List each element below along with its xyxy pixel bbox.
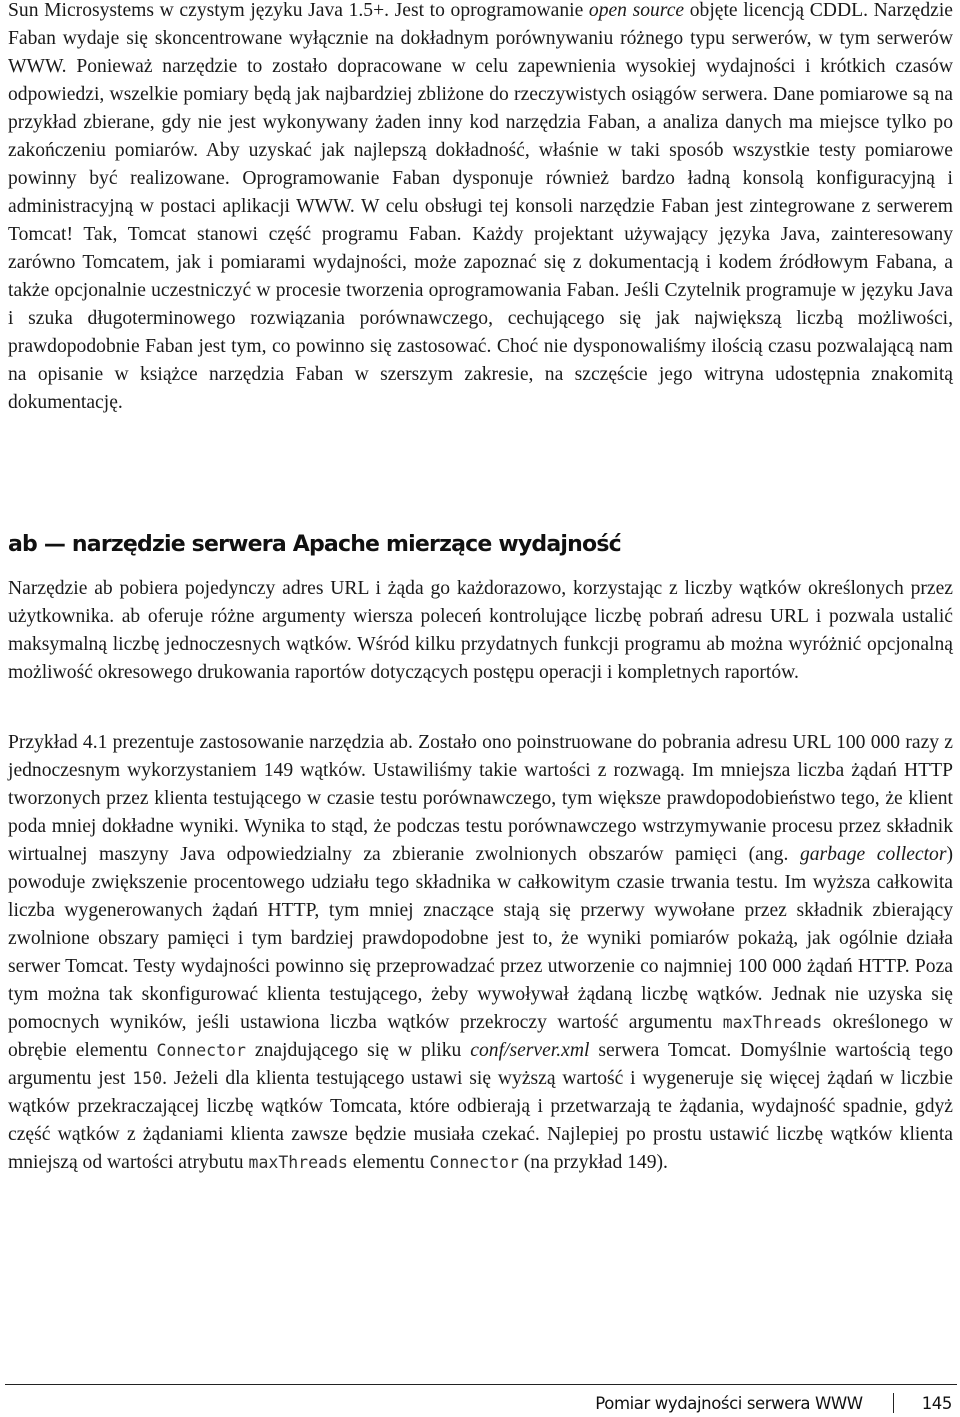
code-connector: Connector [156, 1041, 246, 1060]
text-span: serwera Tomcat. Domyślnie wartością tego argumentu jest [8, 1040, 953, 1089]
file-path: conf/server.xml [470, 1040, 590, 1061]
italic-term: garbage collector [799, 844, 947, 865]
code-maxthreads: maxThreads [722, 1013, 823, 1032]
page-number: 145 [921, 1393, 952, 1413]
text-span: Sun Microsystems w czystym języku Java 1.5+. Jest to oprogramowanie [8, 0, 589, 21]
text-span: znajdującego się w pliku [245, 1040, 471, 1061]
running-title: Pomiar wydajności serwera WWW [595, 1393, 863, 1413]
text-span: określonego w obrębie elementu [8, 1012, 953, 1061]
code-default-value: 150 [132, 1069, 163, 1088]
italic-term: open source [588, 0, 685, 21]
page-footer [595, 1390, 952, 1416]
paragraph-ab-example [8, 729, 953, 1177]
code-connector: Connector [429, 1153, 519, 1172]
text-span: elementu [347, 1152, 430, 1173]
text-span: . Jeżeli dla klienta testującego ustawi się wyższą wartość i wygeneruje się więcej żądań w liczbie wątków przekraczającej liczbę wątków Tomcata, które odbierają i przetwarzają te żądania, wydajność spadnie, gdyż część wątków z żądaniami klienta zawsze będzie musiała czekać. Najlepiej po prostu ustawić liczbę wątków klienta mniejszą od wartości atrybutu [8, 1068, 953, 1173]
text-span: objęte licencją CDDL. Narzędzie Faban wydaje się skoncentrowane wyłącznie na dokładnym porównywaniu różnego typu serwerów, w tym serwerów WWW. Ponieważ narzędzie to zostało dopracowane w celu zapewnienia wysokiej wydajności i krótkich czasów odpowiedzi, wszelkie pomiary będą jak najbardziej zbliżone do rzeczywistych osiągów serwera. Dane pomiarowe są na przykład zbierane, gdy nie jest wykonywany żaden inny kod narzędzia Faban, a analiza danych ma miejsce tylko po zakończeniu pomiarów. Aby uzyskać jak najlepszą dokładność, właśnie w taki sposób wszystkie testy pomiarowe powinny być realizowane. Oprogramowanie Faban dysponuje również bardzo ładną konsolą konfiguracyjną i administracyjną w postaci aplikacji WWW. W celu obsługi tej konsoli narzędzie Faban jest zintegrowane z serwerem Tomcat! Tak, Tomcat stanowi część programu Faban. Każdy projektant używający języka Java, zainteresowany zarówno Tomcatem, jak i pomiarami wydajności, może zapoznać się z dokumentacją i kodem źródłowym Fabana, a także opcjonalnie uczestniczyć w procesie tworzenia oprogramowania Faban. Jeśli Czytelnik programuje w języku Java i szuka długoterminowego rozwiązania porównawczego, cechującego się jak największą liczbą możliwości, prawdopodobnie Faban jest tym, co powinno się zastosować. Choć nie dysponowaliśmy ilością czasu pozwalającą nam na opisanie w książce narzędzia Faban w szerszym zakresie, na szczęście jego witryna udostępnia znakomitą dokumentację. [8, 0, 953, 413]
text-span: (na przykład 149). [518, 1152, 668, 1173]
paragraph-faban [8, 0, 953, 417]
paragraph-ab-intro: Narzędzie ab pobiera pojedynczy adres URL i żąda go każdorazowo, korzystając z liczby wątków określonych przez użytkownika. ab oferuje różne argumenty wiersza poleceń kontrolujące liczbę pobrań adresu URL i pozwala ustalić maksymalną liczbę jednoczesnych wątków. Wśród kilku przydatnych funkcji programu ab można wyróżnić opcjonalną możliwość okresowego drukowania raportów dotyczących postępu operacji i kompletnych raportów. [8, 578, 953, 683]
section-heading: ab — narzędzie serwera Apache mierzące wydajność [8, 532, 621, 557]
text-span: ) powoduje zwiększenie procentowego udziału tego składnika w całkowitym czasie trwania testu. Im wyższa całkowita liczba wygenerowanych żądań HTTP, tym mniej znaczące stają się przerwy wywołane przez składnik zbierający zwolnione obszary pamięci i tym bardziej prawdopodobne jest to, że wyniki pomiarów pokażą, jak ogólnie działa serwer Tomcat. Testy wydajności powinno się przeprowadzać przez utworzenie co najmniej 100 000 żądań HTTP. Poza tym można tak skonfigurować klienta testującego, żeby wywoływał żądaną liczbę wątków. Jednak nie uzyska się pomocnych wyników, jeśli ustawiona liczba wątków przekroczy wartość argumentu [8, 844, 953, 1033]
footer-divider [5, 1384, 957, 1385]
code-maxthreads: maxThreads [248, 1153, 348, 1172]
footer-separator [893, 1393, 894, 1413]
text-span: Przykład 4.1 prezentuje zastosowanie narzędzia ab. Zostało ono poinstruowane do pobrania adresu URL 100 000 razy z jednoczesnym wykorzystaniem 149 wątków. Ustawiliśmy takie wartości z rozwagą. Im mniejsza liczba żądań HTTP tworzonych przez klienta testującego w czasie testu porównawczego, tym większe prawdopodobieństwo tego, że klient poda mniej dokładne wyniki. Wynika to stąd, że podczas testu porównawczego wstrzymywanie procesu przez składnik wirtualnej maszyny Java odpowiedzialny za zbieranie zwolnionych obszarów pamięci (ang. [8, 732, 953, 865]
